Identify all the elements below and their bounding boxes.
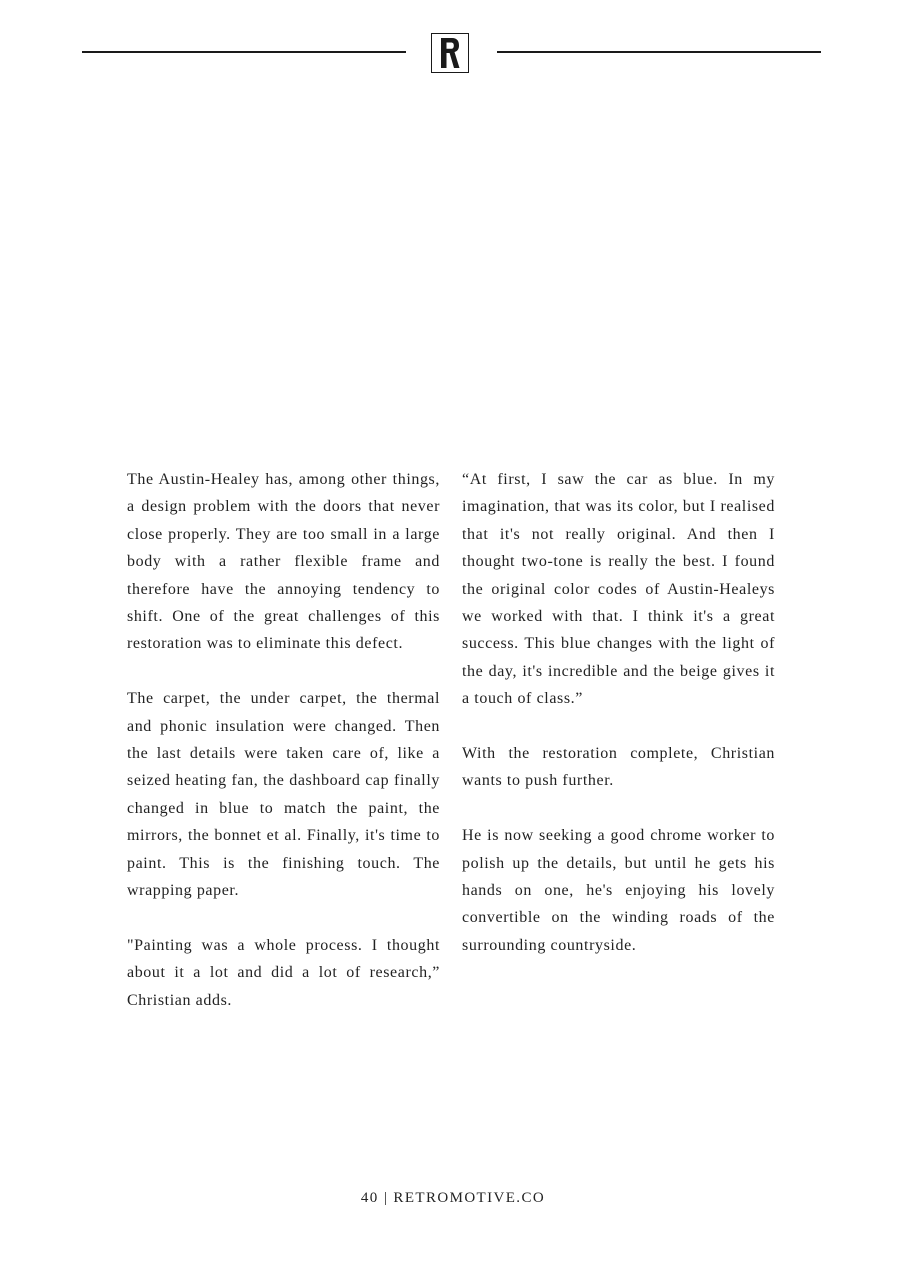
article-column-right: [462, 466, 775, 959]
paragraph: He is now seeking a good chrome worker to polish up the details, but until he gets his hands on one, he's enjoying his lovely convertible on the winding roads of the surrounding countryside.: [462, 827, 775, 954]
article-column-left: [127, 466, 440, 1014]
paragraph: “At first, I saw the car as blue. In my imagination, that was its color, but I realised that it's not really original. And then I thought two-tone is really the best. I found the original color codes of Austin-Healeys we worked with that. I think it's a great success. This blue changes with the light of the day, it's incredible and the beige gives it a touch of class.”: [462, 471, 775, 708]
page-footer: [0, 1190, 906, 1207]
paragraph: With the restoration complete, Christian wants to push further.: [462, 745, 775, 790]
site-name: RETROMOTIVE.CO: [393, 1190, 546, 1206]
paragraph: "Painting was a whole process. I thought about it a lot and did a lot of research,” Christian adds.: [127, 936, 440, 1009]
logo-letter-icon: [439, 37, 461, 69]
paragraph: The Austin-Healey has, among other things, a design problem with the doors that never close properly. They are too small in a large body with a rather flexible frame and therefore have the annoying tendency to shift. One of the great challenges of this restoration was to eliminate this defect.: [127, 471, 440, 653]
header-rule-left: [82, 51, 406, 53]
header-rule-right: [497, 51, 821, 53]
page-number: 40: [360, 1190, 379, 1206]
magazine-logo: [431, 33, 469, 73]
footer-separator: |: [383, 1190, 389, 1206]
paragraph: The carpet, the under carpet, the thermal and phonic insulation were changed. Then the last details were taken care of, like a seized heating fan, the dashboard cap finally changed in blue to match the paint, the mirrors, the bonnet et al. Finally, it's time to paint. This is the finishing touch. The wrapping paper.: [127, 690, 440, 900]
